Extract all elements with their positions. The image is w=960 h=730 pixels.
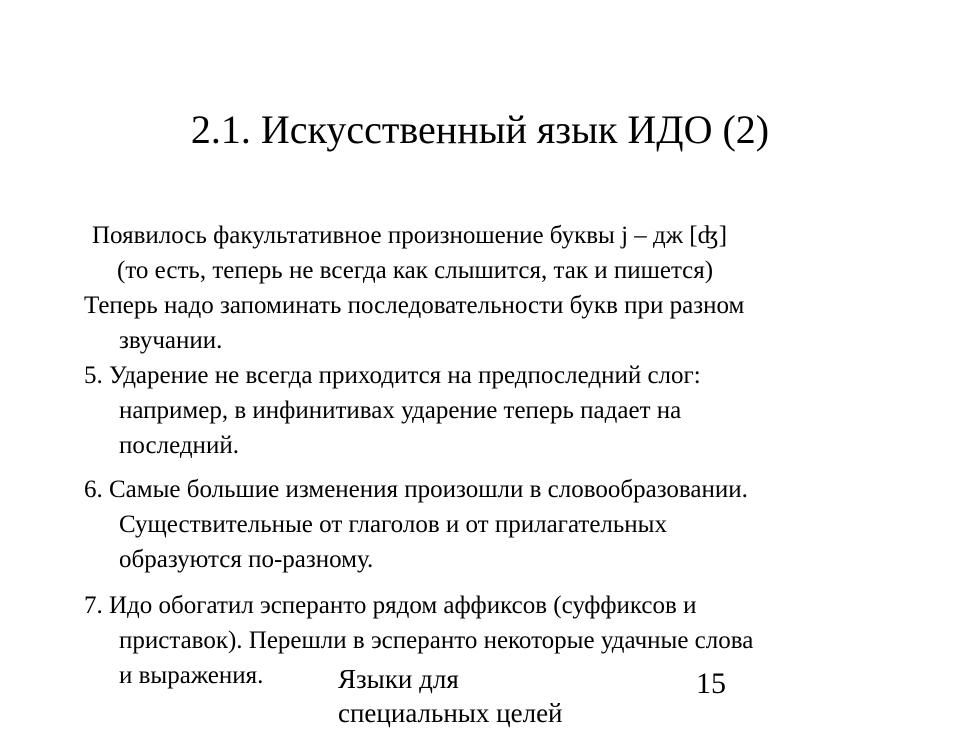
- paragraph-j-pronunciation: [92, 218, 727, 288]
- paragraph-line: последний.: [119, 432, 239, 459]
- paragraph-stress: [84, 358, 701, 463]
- paragraph-line: образуются по-разному.: [119, 546, 374, 573]
- paragraph-line: 5. Ударение не всегда приходится на предпоследний слог:: [84, 362, 701, 389]
- paragraph-line: приставок). Перешли в эсперанто некоторые удачные слова: [119, 627, 754, 654]
- paragraph-line: и выражения.: [119, 662, 264, 689]
- paragraph-line: звучании.: [119, 327, 223, 354]
- paragraph-line: Существительные от глаголов и от прилагательных: [119, 511, 667, 538]
- slide-number: 15: [696, 667, 726, 700]
- paragraph-line: 7. Идо обогатил эсперанто рядом аффиксов (суффиксов и: [84, 592, 697, 619]
- paragraph-line: Теперь надо запоминать последовательности букв при разном: [84, 292, 745, 319]
- footer-line: Языки для: [338, 664, 459, 694]
- slide-title: 2.1. Искусственный язык ИДО (2): [190, 107, 770, 152]
- paragraph-line: 6. Самые большие изменения произошли в словообразовании.: [84, 476, 748, 503]
- paragraph-line: (то есть, теперь не всегда как слышится, так и пишется): [117, 257, 714, 284]
- paragraph-word-formation: [84, 472, 748, 577]
- paragraph-line: Появилось факультативное произношение буквы j – дж [ʤ]: [92, 222, 728, 249]
- footer-line: специальных целей: [338, 698, 563, 728]
- paragraph-letter-sequences: [84, 288, 744, 358]
- paragraph-line: например, в инфинитивах ударение теперь падает на: [119, 397, 682, 424]
